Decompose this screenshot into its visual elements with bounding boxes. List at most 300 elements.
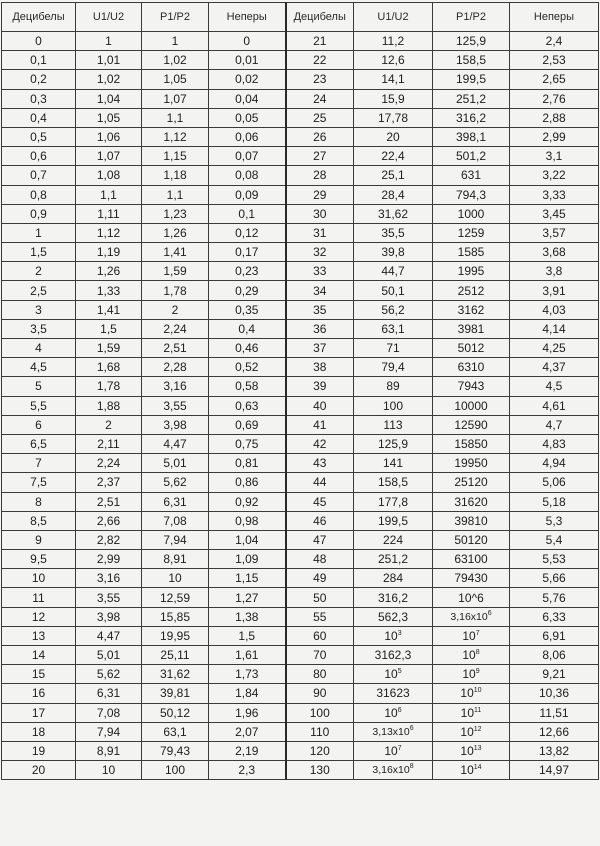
table-row (2, 51, 599, 70)
cell-voltage-ratio-left: 4,47 (76, 626, 142, 645)
cell-decibels-right: 80 (286, 665, 354, 684)
cell-voltage-ratio-left: 1 (76, 32, 142, 51)
cell-decibels-right: 50 (286, 588, 354, 607)
cell-nepers-left: 2,07 (209, 722, 286, 741)
cell-power-ratio-left: 2,28 (142, 358, 209, 377)
cell-nepers-left: 0,07 (209, 147, 286, 166)
cell-decibels-left: 15 (2, 665, 76, 684)
table-row (2, 703, 599, 722)
cell-power-ratio-left: 5,01 (142, 454, 209, 473)
cell-voltage-ratio-left: 1,05 (76, 108, 142, 127)
table-row (2, 626, 599, 645)
header-power-ratio-left: P1/P2 (142, 3, 209, 32)
table-row (2, 89, 599, 108)
cell-power-ratio-right: 19950 (433, 454, 510, 473)
cell-voltage-ratio-right (354, 761, 433, 780)
cell-base: 10 (460, 686, 474, 701)
cell-decibels-right: 24 (286, 89, 354, 108)
cell-nepers-right: 12,66 (510, 722, 599, 741)
table-row (2, 415, 599, 434)
cell-base: 10 (462, 667, 476, 682)
cell-voltage-ratio-right: 562,3 (354, 607, 433, 626)
cell-decibels-right: 36 (286, 319, 354, 338)
cell-base: 10 (462, 648, 476, 663)
table-row (2, 646, 599, 665)
cell-decibels-left: 1 (2, 223, 76, 242)
cell-exponent: 7 (475, 629, 480, 637)
cell-decibels-left: 10 (2, 569, 76, 588)
cell-decibels-right: 35 (286, 300, 354, 319)
cell-power-ratio-right: 63100 (433, 550, 510, 569)
cell-voltage-ratio-left: 1,33 (76, 281, 142, 300)
cell-voltage-ratio-left: 5,01 (76, 646, 142, 665)
cell-power-ratio-left: 3,98 (142, 415, 209, 434)
cell-nepers-left: 1,84 (209, 684, 286, 703)
cell-decibels-right: 49 (286, 569, 354, 588)
cell-power-ratio-right: 10000 (433, 396, 510, 415)
cell-decibels-right: 28 (286, 166, 354, 185)
cell-decibels-right: 45 (286, 492, 354, 511)
cell-exponent: 6 (409, 724, 414, 732)
cell-decibels-right: 34 (286, 281, 354, 300)
cell-power-ratio-right: 3162 (433, 300, 510, 319)
cell-voltage-ratio-right: 35,5 (354, 223, 433, 242)
cell-voltage-ratio-right: 39,8 (354, 243, 433, 262)
cell-nepers-right: 2,4 (510, 32, 599, 51)
cell-decibels-left: 0,4 (2, 108, 76, 127)
cell-power-ratio-left: 2,24 (142, 319, 209, 338)
table-row (2, 262, 599, 281)
cell-voltage-ratio-right: 284 (354, 569, 433, 588)
cell-power-ratio-left: 1,26 (142, 223, 209, 242)
cell-exponent: 9 (475, 668, 480, 676)
cell-decibels-right: 29 (286, 185, 354, 204)
cell-voltage-ratio-right (354, 722, 433, 741)
cell-nepers-left: 0,63 (209, 396, 286, 415)
cell-decibels-left: 13 (2, 626, 76, 645)
cell-power-ratio-right: 199,5 (433, 70, 510, 89)
table-row (2, 185, 599, 204)
table-row (2, 70, 599, 89)
cell-exponent: 12 (473, 725, 482, 733)
cell-base: 10 (384, 705, 398, 720)
cell-voltage-ratio-left: 1,04 (76, 89, 142, 108)
table-row (2, 761, 599, 780)
table-row (2, 684, 599, 703)
cell-decibels-left: 9 (2, 530, 76, 549)
cell-nepers-left: 0,98 (209, 511, 286, 530)
cell-power-ratio-right: 10^6 (433, 588, 510, 607)
cell-nepers-right: 5,76 (510, 588, 599, 607)
cell-power-ratio-left: 5,62 (142, 473, 209, 492)
cell-nepers-left: 0,92 (209, 492, 286, 511)
cell-nepers-left: 0,09 (209, 185, 286, 204)
header-nepers-left: Неперы (209, 3, 286, 32)
header-nepers-right: Неперы (510, 3, 599, 32)
cell-nepers-left: 1,27 (209, 588, 286, 607)
cell-voltage-ratio-right: 50,1 (354, 281, 433, 300)
cell-voltage-ratio-right: 12,6 (354, 51, 433, 70)
table-row (2, 339, 599, 358)
cell-voltage-ratio-left: 2,24 (76, 454, 142, 473)
cell-voltage-ratio-left: 1,06 (76, 127, 142, 146)
cell-decibels-right: 30 (286, 204, 354, 223)
cell-nepers-right: 6,91 (510, 626, 599, 645)
cell-voltage-ratio-right: 14,1 (354, 70, 433, 89)
cell-nepers-right: 3,8 (510, 262, 599, 281)
cell-nepers-left: 0 (209, 32, 286, 51)
cell-nepers-left: 1,61 (209, 646, 286, 665)
cell-voltage-ratio-right: 11,2 (354, 32, 433, 51)
cell-nepers-right: 5,53 (510, 550, 599, 569)
cell-voltage-ratio-right: 158,5 (354, 473, 433, 492)
cell-nepers-left: 1,09 (209, 550, 286, 569)
cell-nepers-right: 4,5 (510, 377, 599, 396)
cell-power-ratio-right: 794,3 (433, 185, 510, 204)
cell-power-ratio-right: 50120 (433, 530, 510, 549)
cell-decibels-left: 3,5 (2, 319, 76, 338)
cell-base: 10 (384, 628, 398, 643)
cell-power-ratio-left: 3,55 (142, 396, 209, 415)
cell-power-ratio-left: 50,12 (142, 703, 209, 722)
cell-nepers-right: 4,61 (510, 396, 599, 415)
cell-nepers-right: 14,97 (510, 761, 599, 780)
table-row (2, 511, 599, 530)
cell-nepers-left: 0,01 (209, 51, 286, 70)
table-row (2, 147, 599, 166)
header-row (2, 3, 599, 32)
cell-base: 3,16x10 (450, 610, 488, 623)
cell-voltage-ratio-right (354, 665, 433, 684)
cell-nepers-left: 0,52 (209, 358, 286, 377)
cell-decibels-left: 20 (2, 761, 76, 780)
cell-voltage-ratio-left: 1,78 (76, 377, 142, 396)
cell-power-ratio-left: 1,15 (142, 147, 209, 166)
cell-voltage-ratio-right: 28,4 (354, 185, 433, 204)
cell-voltage-ratio-right: 251,2 (354, 550, 433, 569)
cell-decibels-left: 3 (2, 300, 76, 319)
cell-nepers-left: 0,29 (209, 281, 286, 300)
cell-voltage-ratio-left: 2,11 (76, 434, 142, 453)
cell-decibels-left: 7,5 (2, 473, 76, 492)
cell-decibels-right: 100 (286, 703, 354, 722)
cell-nepers-left: 0,04 (209, 89, 286, 108)
cell-nepers-left: 0,17 (209, 243, 286, 262)
cell-nepers-left: 0,06 (209, 127, 286, 146)
cell-power-ratio-left: 1 (142, 32, 209, 51)
table-row (2, 665, 599, 684)
cell-exponent: 6 (487, 609, 492, 617)
cell-voltage-ratio-left: 1,88 (76, 396, 142, 415)
cell-voltage-ratio-left: 1,07 (76, 147, 142, 166)
table-row (2, 722, 599, 741)
cell-decibels-right: 21 (286, 32, 354, 51)
cell-power-ratio-right: 501,2 (433, 147, 510, 166)
cell-exponent: 10 (473, 687, 482, 695)
cell-power-ratio-left: 2 (142, 300, 209, 319)
cell-power-ratio-right (433, 684, 510, 703)
cell-decibels-right: 25 (286, 108, 354, 127)
cell-nepers-right: 4,37 (510, 358, 599, 377)
cell-voltage-ratio-left: 10 (76, 761, 142, 780)
cell-decibels-left: 8 (2, 492, 76, 511)
cell-voltage-ratio-left: 2,66 (76, 511, 142, 530)
cell-base: 10 (460, 705, 475, 720)
cell-nepers-right: 4,03 (510, 300, 599, 319)
cell-power-ratio-right (433, 626, 510, 645)
cell-nepers-left: 1,38 (209, 607, 286, 626)
cell-base: 3,16x10 (372, 764, 410, 777)
cell-exponent: 5 (397, 668, 402, 676)
cell-base: 10 (460, 744, 474, 759)
cell-nepers-left: 0,4 (209, 319, 286, 338)
cell-voltage-ratio-right: 56,2 (354, 300, 433, 319)
cell-nepers-right: 5,3 (510, 511, 599, 530)
cell-power-ratio-left: 79,43 (142, 741, 209, 760)
cell-power-ratio-left: 1,78 (142, 281, 209, 300)
cell-voltage-ratio-left: 1,1 (76, 185, 142, 204)
cell-power-ratio-right (433, 722, 510, 741)
cell-nepers-right: 9,21 (510, 665, 599, 684)
cell-nepers-right: 3,45 (510, 204, 599, 223)
cell-voltage-ratio-right: 316,2 (354, 588, 433, 607)
cell-decibels-left: 0,1 (2, 51, 76, 70)
cell-decibels-left: 14 (2, 646, 76, 665)
cell-power-ratio-right (433, 646, 510, 665)
header-decibels-right: Децибелы (286, 3, 354, 32)
cell-nepers-right: 4,94 (510, 454, 599, 473)
cell-power-ratio-left: 39,81 (142, 684, 209, 703)
cell-voltage-ratio-right: 63,1 (354, 319, 433, 338)
cell-nepers-right: 3,33 (510, 185, 599, 204)
cell-decibels-right: 46 (286, 511, 354, 530)
cell-decibels-left: 9,5 (2, 550, 76, 569)
table-row (2, 434, 599, 453)
cell-power-ratio-left: 2,51 (142, 339, 209, 358)
cell-power-ratio-left: 7,94 (142, 530, 209, 549)
table-row (2, 108, 599, 127)
cell-voltage-ratio-left: 2,82 (76, 530, 142, 549)
cell-decibels-left: 6 (2, 415, 76, 434)
cell-power-ratio-left: 1,12 (142, 127, 209, 146)
cell-power-ratio-right: 6310 (433, 358, 510, 377)
cell-nepers-right: 3,68 (510, 243, 599, 262)
cell-nepers-left: 0,75 (209, 434, 286, 453)
table-row (2, 741, 599, 760)
cell-power-ratio-right (433, 665, 510, 684)
cell-power-ratio-left: 4,47 (142, 434, 209, 453)
cell-power-ratio-right: 79430 (433, 569, 510, 588)
cell-decibels-right: 44 (286, 473, 354, 492)
cell-decibels-right: 70 (286, 646, 354, 665)
cell-power-ratio-left: 31,62 (142, 665, 209, 684)
cell-voltage-ratio-left: 1,41 (76, 300, 142, 319)
cell-voltage-ratio-right: 177,8 (354, 492, 433, 511)
cell-voltage-ratio-right: 17,78 (354, 108, 433, 127)
cell-nepers-right: 10,36 (510, 684, 599, 703)
cell-power-ratio-right: 15850 (433, 434, 510, 453)
cell-nepers-left: 1,15 (209, 569, 286, 588)
cell-decibels-right: 38 (286, 358, 354, 377)
cell-nepers-right: 2,88 (510, 108, 599, 127)
cell-voltage-ratio-left: 7,08 (76, 703, 142, 722)
cell-voltage-ratio-right: 20 (354, 127, 433, 146)
cell-nepers-left: 0,02 (209, 70, 286, 89)
cell-nepers-right: 6,33 (510, 607, 599, 626)
cell-power-ratio-right: 7943 (433, 377, 510, 396)
cell-decibels-right: 37 (286, 339, 354, 358)
cell-nepers-left: 0,81 (209, 454, 286, 473)
cell-nepers-left: 0,23 (209, 262, 286, 281)
cell-nepers-left: 0,58 (209, 377, 286, 396)
cell-power-ratio-left: 19,95 (142, 626, 209, 645)
cell-base: 10 (384, 744, 398, 759)
cell-power-ratio-left: 1,59 (142, 262, 209, 281)
cell-nepers-left: 0,08 (209, 166, 286, 185)
cell-voltage-ratio-left: 6,31 (76, 684, 142, 703)
cell-nepers-left: 2,3 (209, 761, 286, 780)
cell-decibels-left: 0,6 (2, 147, 76, 166)
cell-decibels-left: 2 (2, 262, 76, 281)
cell-power-ratio-left: 63,1 (142, 722, 209, 741)
cell-voltage-ratio-right: 22,4 (354, 147, 433, 166)
cell-voltage-ratio-right: 141 (354, 454, 433, 473)
table-row (2, 454, 599, 473)
cell-voltage-ratio-right: 79,4 (354, 358, 433, 377)
cell-voltage-ratio-left: 3,55 (76, 588, 142, 607)
table-row (2, 473, 599, 492)
cell-decibels-left: 0 (2, 32, 76, 51)
decibel-conversion-table (1, 2, 599, 780)
cell-decibels-right: 130 (286, 761, 354, 780)
table-row (2, 243, 599, 262)
cell-power-ratio-left: 1,41 (142, 243, 209, 262)
cell-decibels-left: 7 (2, 454, 76, 473)
cell-voltage-ratio-right: 113 (354, 415, 433, 434)
cell-voltage-ratio-right: 31,62 (354, 204, 433, 223)
cell-power-ratio-right (433, 703, 510, 722)
cell-power-ratio-left: 7,08 (142, 511, 209, 530)
cell-voltage-ratio-right: 3162,3 (354, 646, 433, 665)
cell-voltage-ratio-right: 100 (354, 396, 433, 415)
cell-nepers-right: 4,14 (510, 319, 599, 338)
cell-nepers-left: 1,96 (209, 703, 286, 722)
cell-decibels-right: 48 (286, 550, 354, 569)
cell-voltage-ratio-right: 44,7 (354, 262, 433, 281)
cell-voltage-ratio-right (354, 741, 433, 760)
cell-power-ratio-right: 125,9 (433, 32, 510, 51)
cell-voltage-ratio-left: 1,02 (76, 70, 142, 89)
cell-voltage-ratio-left: 2,51 (76, 492, 142, 511)
table-row (2, 127, 599, 146)
cell-voltage-ratio-right: 125,9 (354, 434, 433, 453)
cell-nepers-right: 3,1 (510, 147, 599, 166)
cell-decibels-right: 32 (286, 243, 354, 262)
cell-power-ratio-right: 631 (433, 166, 510, 185)
cell-exponent: 13 (473, 745, 482, 753)
cell-decibels-right: 39 (286, 377, 354, 396)
table-header (2, 3, 599, 32)
cell-power-ratio-left: 3,16 (142, 377, 209, 396)
cell-voltage-ratio-left: 1,08 (76, 166, 142, 185)
table-row (2, 166, 599, 185)
cell-decibels-right: 26 (286, 127, 354, 146)
cell-voltage-ratio-right (354, 703, 433, 722)
cell-power-ratio-right: 31620 (433, 492, 510, 511)
cell-nepers-right: 5,06 (510, 473, 599, 492)
cell-decibels-left: 6,5 (2, 434, 76, 453)
cell-decibels-left: 5,5 (2, 396, 76, 415)
cell-voltage-ratio-left: 1,26 (76, 262, 142, 281)
table-row (2, 281, 599, 300)
cell-power-ratio-left: 8,91 (142, 550, 209, 569)
cell-voltage-ratio-left: 3,98 (76, 607, 142, 626)
cell-power-ratio-right (433, 741, 510, 760)
cell-nepers-left: 2,19 (209, 741, 286, 760)
cell-power-ratio-left: 1,23 (142, 204, 209, 223)
cell-voltage-ratio-left: 8,91 (76, 741, 142, 760)
cell-power-ratio-right: 3981 (433, 319, 510, 338)
cell-decibels-right: 33 (286, 262, 354, 281)
cell-nepers-right: 4,7 (510, 415, 599, 434)
header-power-ratio-right: P1/P2 (433, 3, 510, 32)
cell-power-ratio-left: 1,05 (142, 70, 209, 89)
cell-decibels-right: 55 (286, 607, 354, 626)
cell-nepers-left: 0,46 (209, 339, 286, 358)
table-row (2, 204, 599, 223)
cell-voltage-ratio-left: 7,94 (76, 722, 142, 741)
cell-nepers-right: 5,18 (510, 492, 599, 511)
cell-exponent: 8 (409, 763, 414, 771)
cell-power-ratio-right: 5012 (433, 339, 510, 358)
cell-decibels-left: 11 (2, 588, 76, 607)
table-row (2, 588, 599, 607)
cell-voltage-ratio-right: 199,5 (354, 511, 433, 530)
cell-decibels-left: 0,7 (2, 166, 76, 185)
table-row (2, 569, 599, 588)
cell-decibels-left: 12 (2, 607, 76, 626)
cell-power-ratio-left: 15,85 (142, 607, 209, 626)
cell-nepers-left: 0,12 (209, 223, 286, 242)
cell-decibels-right: 43 (286, 454, 354, 473)
header-voltage-ratio-left: U1/U2 (76, 3, 142, 32)
cell-decibels-right: 42 (286, 434, 354, 453)
table-row (2, 377, 599, 396)
cell-nepers-left: 1,5 (209, 626, 286, 645)
cell-exponent: 7 (397, 745, 402, 753)
cell-decibels-right: 90 (286, 684, 354, 703)
cell-decibels-left: 17 (2, 703, 76, 722)
cell-nepers-left: 0,1 (209, 204, 286, 223)
cell-decibels-right: 23 (286, 70, 354, 89)
cell-decibels-left: 5 (2, 377, 76, 396)
cell-voltage-ratio-left: 1,01 (76, 51, 142, 70)
cell-nepers-right: 3,57 (510, 223, 599, 242)
cell-exponent: 8 (475, 649, 480, 657)
cell-voltage-ratio-left: 5,62 (76, 665, 142, 684)
cell-power-ratio-left: 1,07 (142, 89, 209, 108)
cell-power-ratio-right: 158,5 (433, 51, 510, 70)
cell-exponent: 11 (474, 706, 482, 714)
cell-power-ratio-right: 1259 (433, 223, 510, 242)
cell-voltage-ratio-left: 1,68 (76, 358, 142, 377)
table-row (2, 607, 599, 626)
cell-voltage-ratio-right: 15,9 (354, 89, 433, 108)
cell-power-ratio-right: 25120 (433, 473, 510, 492)
cell-nepers-right: 2,76 (510, 89, 599, 108)
cell-power-ratio-right: 1995 (433, 262, 510, 281)
cell-voltage-ratio-left: 1,5 (76, 319, 142, 338)
